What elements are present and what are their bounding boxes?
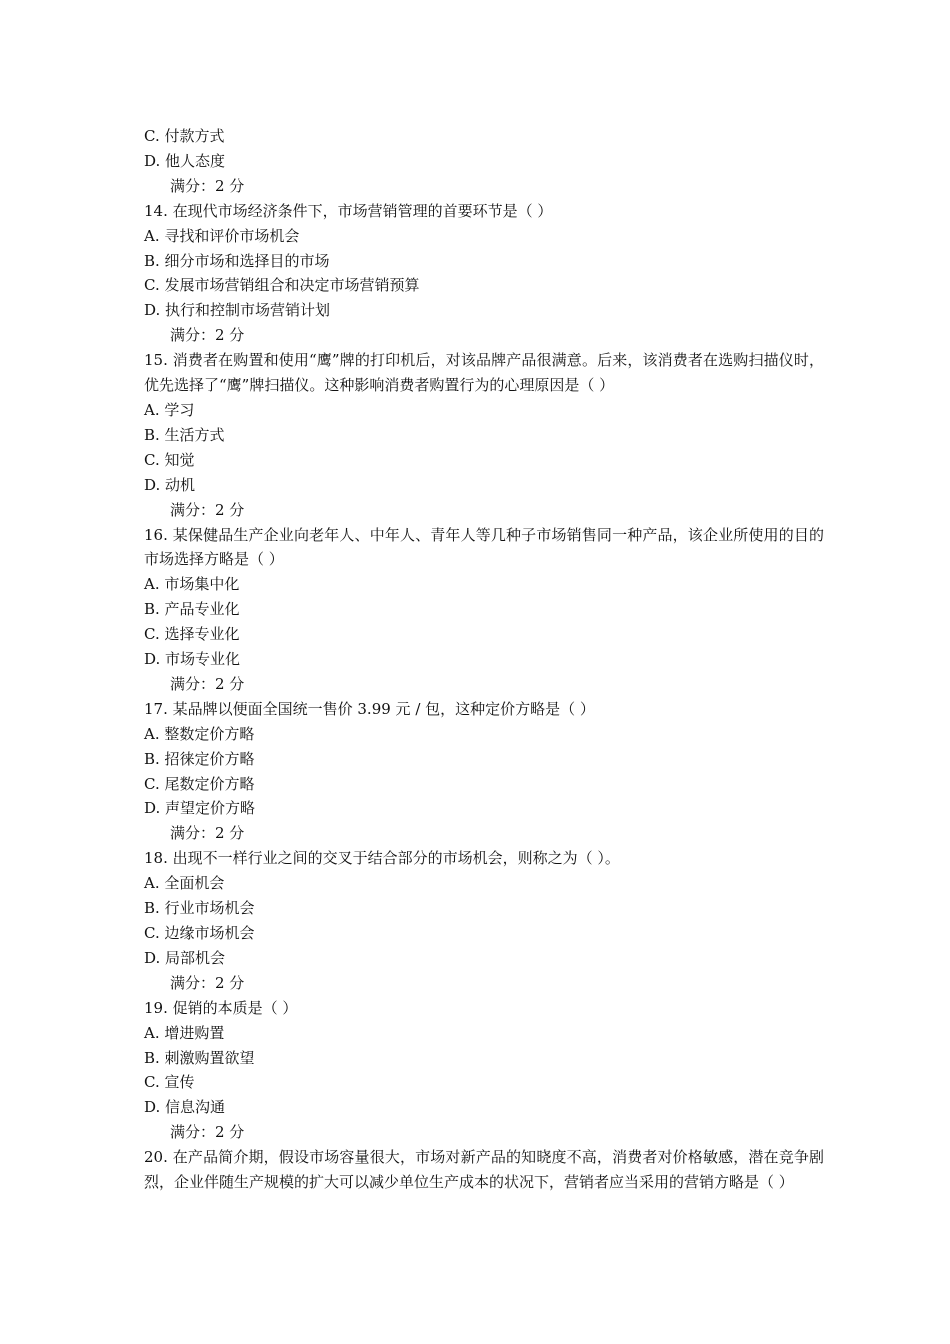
score-line: 满分：2 分 (170, 176, 245, 195)
question-14-option-d: D. 执行和控制市场营销计划 (144, 301, 331, 320)
option-line: D. 他人态度 (144, 151, 226, 170)
question-18-option-c: C. 边缘市场机会 (144, 924, 255, 942)
question-19-option-b: B. 刺激购置欲望 (144, 1048, 255, 1067)
question-16-option-b: B. 产品专业化 (144, 600, 240, 619)
option-line: C. 付款方式 (144, 127, 225, 145)
question-15-text: 15. 消费者在购置和使用“鹰”牌的打印机后，对该品牌产品很满意。后来，该消费者在选购扫描仪时，优先选择了“鹰”牌扫描仪。这种影响消费者购置行为的心理原因是（ ） (144, 351, 824, 395)
question-15-option-c: C. 知觉 (144, 450, 195, 469)
question-15-option-a: A. 学习 (144, 400, 195, 419)
question-18-option-b: B. 行业市场机会 (144, 899, 255, 918)
question-16-score: 满分：2 分 (170, 674, 245, 693)
question-19-option-a: A. 增进购置 (144, 1023, 225, 1042)
question-17-option-b: B. 招徕定价方略 (144, 749, 255, 768)
question-19-option-c: C. 宣传 (144, 1073, 195, 1092)
question-20-text: 20. 在产品简介期，假设市场容量很大，市场对新产品的知晓度不高，消费者对价格敏感，潜在竞争剧烈，企业伴随生产规模的扩大可以减少单位生产成本的状况下，营销者应当采用的营销方略是（ ） (144, 1148, 824, 1192)
question-15-option-b: B. 生活方式 (144, 425, 225, 444)
question-17-text: 17. 某品牌以便面全国统一售价 3.99 元 / 包，这种定价方略是（ ） (144, 699, 595, 718)
question-16-text: 16. 某保健品生产企业向老年人、中年人、青年人等几种子市场销售同一种产品，该企业所使用的目的市场选择方略是（ ） (144, 525, 824, 569)
question-19-option-d: D. 信息沟通 (144, 1098, 226, 1117)
question-14-option-b: B. 细分市场和选择目的市场 (144, 251, 330, 270)
question-18-score: 满分：2 分 (170, 973, 245, 992)
question-14-option-c: C. 发展市场营销组合和决定市场营销预算 (144, 276, 420, 295)
question-18-option-d: D. 局部机会 (144, 948, 226, 967)
question-17-score: 满分：2 分 (170, 824, 245, 843)
question-19-text: 19. 促销的本质是（ ） (144, 998, 298, 1017)
question-17-option-a: A. 整数定价方略 (144, 724, 255, 743)
question-18-option-a: A. 全面机会 (144, 874, 225, 893)
question-14-score: 满分：2 分 (170, 326, 245, 345)
question-18-text: 18. 出现不一样行业之间的交叉于结合部分的市场机会，则称之为（ ）。 (144, 849, 620, 868)
question-17-option-c: C. 尾数定价方略 (144, 774, 255, 793)
question-15-option-d: D. 动机 (144, 475, 196, 494)
question-16-option-d: D. 市场专业化 (144, 650, 241, 669)
question-16-option-a: A. 市场集中化 (144, 575, 240, 594)
question-14-text: 14. 在现代市场经济条件下，市场营销管理的首要环节是（ ） (144, 201, 553, 220)
question-16-option-c: C. 选择专业化 (144, 625, 240, 644)
question-14-option-a: A. 寻找和评价市场机会 (144, 226, 300, 245)
question-15-score: 满分：2 分 (170, 500, 245, 519)
document-body (144, 124, 824, 1195)
question-17-option-d: D. 声望定价方略 (144, 799, 256, 818)
question-19-score: 满分：2 分 (170, 1123, 245, 1142)
